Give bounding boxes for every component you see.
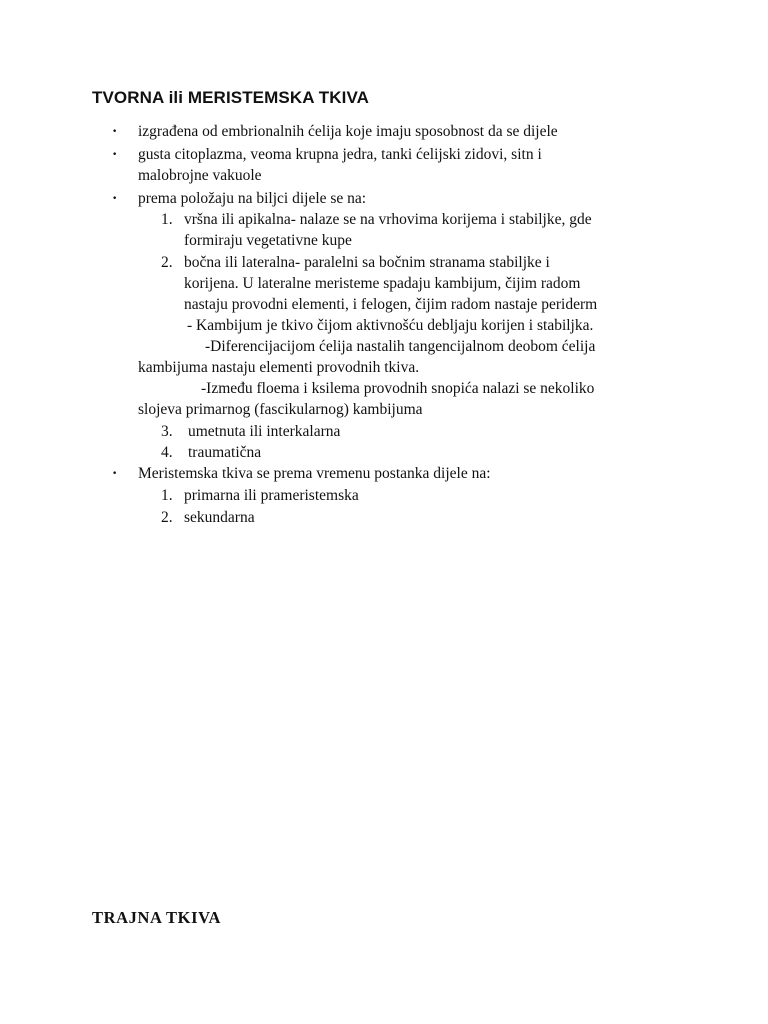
bullet-marker: • [112, 150, 118, 160]
list-item-number: 1. [161, 211, 173, 228]
list-item-number: 4. [161, 444, 173, 461]
time-list-item-2: sekundarna [184, 509, 255, 526]
note-line-5: slojeva primarnog (fascikularnog) kambijuma [138, 401, 423, 418]
list-item-2-line-1: bočna ili lateralna- paralelni sa bočnim stranama stabiljke i [184, 254, 550, 271]
note-line-2: -Diferencijacijom ćelija nastalih tangencijalnom deobom ćelija [205, 338, 596, 355]
section-title-meristem: TVORNA ili MERISTEMSKA TKIVA [92, 88, 370, 107]
bullet-marker: • [112, 194, 118, 204]
note-line-4: -Između floema i ksilema provodnih snopića nalazi se nekoliko [201, 380, 595, 397]
list-item-2-line-3: nastaju provodni elementi, i felogen, čijim radom nastaje periderm [184, 296, 598, 313]
list-item-number: 3. [161, 423, 173, 440]
list-item-1-line-2: formiraju vegetativne kupe [184, 232, 352, 249]
section-title-permanent: TRAJNA TKIVA [92, 908, 222, 927]
bullet-marker: • [112, 127, 118, 137]
bullet-4-line-1: Meristemska tkiva se prema vremenu postanka dijele na: [138, 465, 491, 482]
list-item-number: 2. [161, 509, 173, 526]
list-item-2-line-2: korijena. U lateralne meristeme spadaju kambijum, čijim radom [184, 275, 581, 292]
time-list-item-1: primarna ili prameristemska [184, 487, 359, 504]
bullet-2-line-2: malobrojne vakuole [138, 167, 262, 184]
list-item-1-line-1: vršna ili apikalna- nalaze se na vrhovima korijema i stabiljke, gde [184, 211, 592, 228]
list-item-4-line-1: traumatična [188, 444, 262, 461]
bullet-2-line-1: gusta citoplazma, veoma krupna jedra, tanki ćelijski zidovi, sitn i [138, 146, 542, 163]
bullet-1-line-1: izgrađena od embrionalnih ćelija koje imaju sposobnost da se dijele [138, 123, 558, 140]
note-line-1: - Kambijum je tkivo čijom aktivnošću debljaju korijen i stabiljka. [187, 317, 594, 334]
list-item-3-line-1: umetnuta ili interkalarna [188, 423, 341, 440]
bullet-marker: • [112, 469, 118, 479]
list-item-number: 1. [161, 487, 173, 504]
list-item-number: 2. [161, 254, 173, 271]
note-line-3: kambijuma nastaju elementi provodnih tkiva. [138, 359, 420, 376]
bullet-3-line-1: prema položaju na biljci dijele se na: [138, 190, 367, 207]
